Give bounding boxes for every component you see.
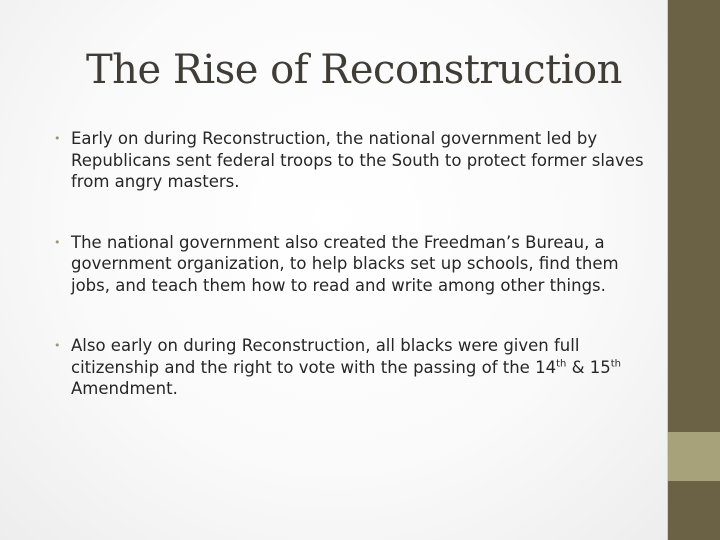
side-strip-dark-bottom xyxy=(668,481,720,540)
bullet-text xyxy=(71,336,621,398)
bullet-text: The national government also created the Freedman’s Bureau, a government organization, to help blacks set up schools, find them jobs, and teach them how to read and write among other things. xyxy=(71,232,619,295)
bullet-list xyxy=(54,128,654,400)
side-strip-dark-top xyxy=(668,0,720,432)
bullet-text: Early on during Reconstruction, the national government led by Republicans sent federal troops to the South to protect former slaves from angry masters. xyxy=(71,129,644,191)
bullet-item-citizenship-amendments xyxy=(54,335,654,400)
bullet-text-part: & 15 xyxy=(566,357,611,377)
bullet-item-federal-troops xyxy=(54,128,654,193)
bullet-icon: • xyxy=(54,132,61,145)
bullet-item-freedmans-bureau xyxy=(54,232,654,297)
decorative-side-strip xyxy=(668,0,720,540)
side-strip-light-band xyxy=(668,432,720,481)
slide-title: The Rise of Reconstruction xyxy=(86,47,622,93)
ordinal-superscript: th xyxy=(556,358,567,369)
bullet-text-part: Also early on during Reconstruction, all blacks were given full citizenship and the right to vote with the passing of the 14 xyxy=(71,336,580,377)
ordinal-superscript: th xyxy=(610,358,621,369)
bullet-icon: • xyxy=(54,235,61,249)
bullet-icon: • xyxy=(54,339,61,352)
bullet-text-part: Amendment. xyxy=(71,379,178,398)
